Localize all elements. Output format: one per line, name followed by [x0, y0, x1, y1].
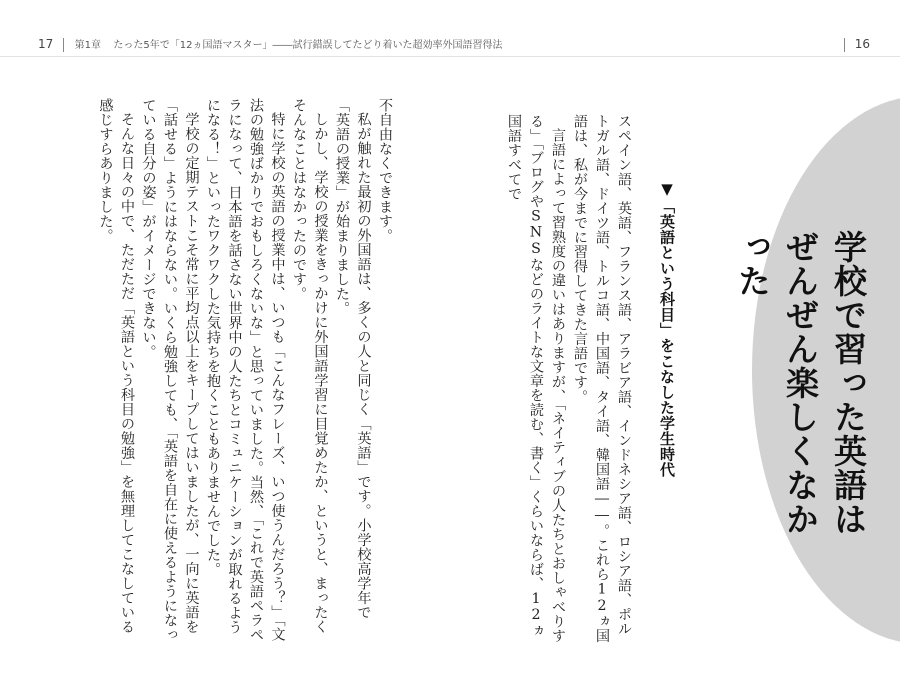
paragraph: そんな日々の中で、ただただ「英語という科目の勉強」を無理してこなしている感じすらありました。	[97, 98, 135, 635]
page-number-left: 17	[38, 37, 54, 51]
left-page-body	[55, 98, 395, 643]
section-title-line: ぜんぜん楽しくなかった	[733, 230, 820, 536]
header-rule	[0, 56, 900, 57]
header-divider	[844, 38, 845, 52]
right-page-body	[506, 114, 635, 644]
paragraph: しかし、学校の授業をきっかけに外国語学習に目覚めたか、というと、まったくそんなことはなかったのです。	[291, 98, 329, 635]
paragraph: 学校の定期テストこそ常に平均点以上をキープしてはいましたが、一向に英語を「話せる」ようにはならない。いくら勉強しても、「英語を自在に使えるようになっている自分の姿」がイメージできない。	[140, 98, 200, 642]
subheading-text: 「英語という科目」をこなした学生時代	[658, 198, 676, 478]
paragraph: 言語によって習熟度の違いはありますが、「ネイティブの人たちとおしゃべりする」「ブログやSNSなどのライトな文章を読む、書く」くらいならば、12ヵ国語すべてで	[506, 114, 566, 644]
section-title-line: 学校で習った英語は	[829, 230, 868, 536]
running-header-right	[837, 34, 870, 54]
chapter-title: たった5年で「12ヵ国語マスター」――試行錯誤してたどり着いた超効率外国語習得法	[113, 40, 503, 51]
paragraph: 特に学校の英語の授業中は、いつも「こんなフレーズ、いつ使うんだろう？」「文法の勉強ばかりでおもしろくないな」と思っていました。当然、「これで英語ペラペラになって、日本語を話さない世界中の人たちとコミュニケーションが取れるようになる！」といったワクワクした気持ちを抱くこともありませんでした。	[205, 98, 286, 642]
paragraph: 私が触れた最初の外国語は、多くの人と同じく「英語」です。小学校高学年で「英語の授業」が始まりました。	[334, 98, 372, 620]
page-number-right: 16	[854, 37, 870, 51]
triangle-marker-icon: ▼	[658, 180, 676, 199]
header-divider	[63, 38, 64, 52]
paragraph: スペイン語、英語、フランス語、アラビア語、インドネシア語、ロシア語、ポルトガル語、ドイツ語、トルコ語、中国語、タイ語、韓国語――。これら12ヵ国語は、私が今までに習得してきた言語です。	[572, 114, 632, 644]
subheading	[648, 180, 678, 530]
chapter-label: 第1章	[74, 40, 102, 51]
running-header-left	[38, 34, 503, 54]
paragraph: 不自由なくできます。	[377, 98, 393, 243]
section-title	[733, 230, 872, 560]
